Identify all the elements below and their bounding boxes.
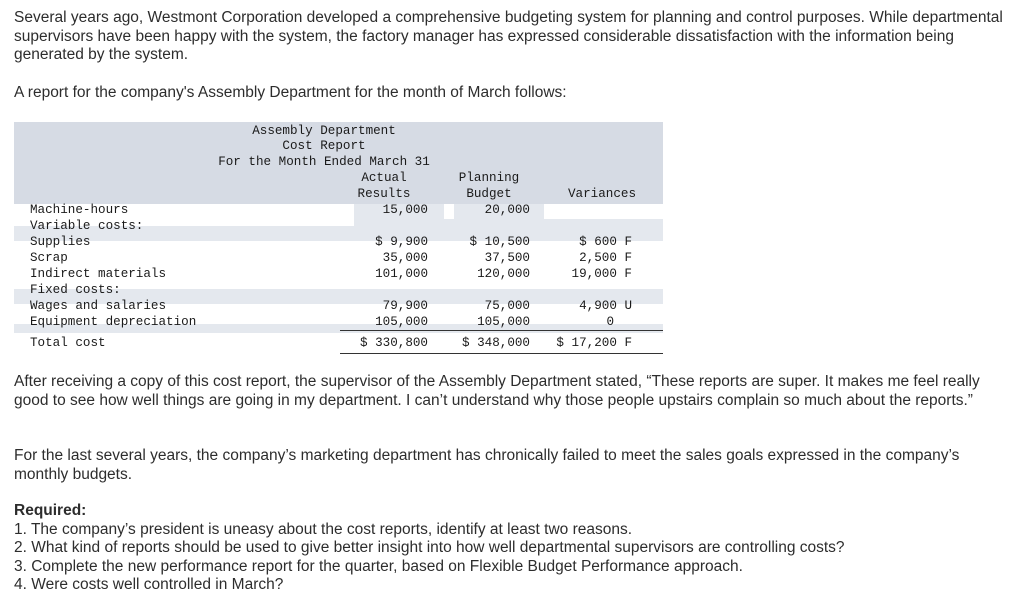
report-intro-text: A report for the company's Assembly Department for the month of March follows: [14,84,567,101]
col-header-actual-2: Results [357,187,411,201]
row-label-supplies: Supplies [30,235,91,249]
intro-paragraph: Several years ago, Westmont Corporation developed a comprehensive budgeting system for planning and control purposes. While departmental supervisors have been happy with the system, the factory manager has expressed considerable dissatisfaction with the information being generated by the system. [14,9,1003,63]
supervisor-quote-paragraph: After receiving a copy of this cost report, the supervisor of the Assembly Department stated, “These reports are super. It makes me feel really good to see how well things are going in my department. I can’t understand why those people upstairs complain so much about the reports.” [14,373,980,409]
cell-planning-machine-hours: 20,000 [484,203,530,217]
cell-planning-equipment: 105,000 [477,315,530,329]
cell-actual-total: $ 330,800 [359,336,428,350]
subtotal-rule [340,330,663,331]
cell-actual-scrap: 35,000 [382,251,428,265]
required-item-2: 2. What kind of reports should be used to give better insight into how well departmental supervisors are controlling costs? [14,539,845,556]
report-period: For the Month Ended March 31 [218,155,430,169]
cell-variance-indirect-materials: 19,000 F [571,267,632,281]
cost-report-table [14,122,663,354]
cell-planning-indirect-materials: 120,000 [477,267,530,281]
row-label-equipment: Equipment depreciation [30,315,197,329]
cell-planning-scrap: 37,500 [484,251,530,265]
required-section [14,502,1010,595]
cell-planning-supplies: $ 10,500 [469,235,530,249]
cell-variance-total: $ 17,200 F [556,336,632,350]
row-label-machine-hours: Machine-hours [30,203,129,217]
col-header-variances: Variances [567,187,637,201]
col-header-planning-1: Planning [458,171,520,185]
row-label-variable-costs: Variable costs: [30,219,144,233]
cell-variance-supplies: $ 600 F [579,235,632,249]
cell-actual-equipment: 105,000 [375,315,428,329]
required-item-3: 3. Complete the new performance report for the quarter, based on Flexible Budget Performance approach. [14,557,743,575]
row-label-scrap: Scrap [30,251,68,265]
row-label-fixed-costs: Fixed costs: [30,283,121,297]
cell-actual-indirect-materials: 101,000 [375,267,428,281]
cell-variance-wages: 4,900 U [579,299,632,313]
row-label-wages: Wages and salaries [30,299,167,313]
row-label-total: Total cost [30,336,106,350]
required-heading: Required: [14,502,87,519]
cell-planning-wages: 75,000 [484,299,530,313]
required-item-4: 4. Were costs well controlled in March? [14,576,284,593]
required-item-1: 1. The company’s president is uneasy about the cost reports, identify at least two reasons. [14,520,633,538]
col-header-planning-2: Budget [466,187,512,201]
cell-actual-supplies: $ 9,900 [375,235,428,249]
cell-variance-scrap: 2,500 F [579,251,632,265]
cell-planning-total: $ 348,000 [461,336,530,350]
col-header-actual-1: Actual [361,171,407,185]
total-rule [340,353,663,354]
cell-variance-equipment: 0 [606,315,614,329]
row-label-indirect-materials: Indirect materials [30,267,167,281]
report-title: Assembly Department [252,124,396,138]
report-subtitle: Cost Report [282,139,366,153]
cell-actual-machine-hours: 15,000 [382,203,428,217]
cell-actual-wages: 79,900 [382,299,428,313]
marketing-paragraph: For the last several years, the company’s marketing department has chronically failed to meet the sales goals expressed in the company’s monthly budgets. [14,447,960,483]
required-list [14,521,1010,595]
